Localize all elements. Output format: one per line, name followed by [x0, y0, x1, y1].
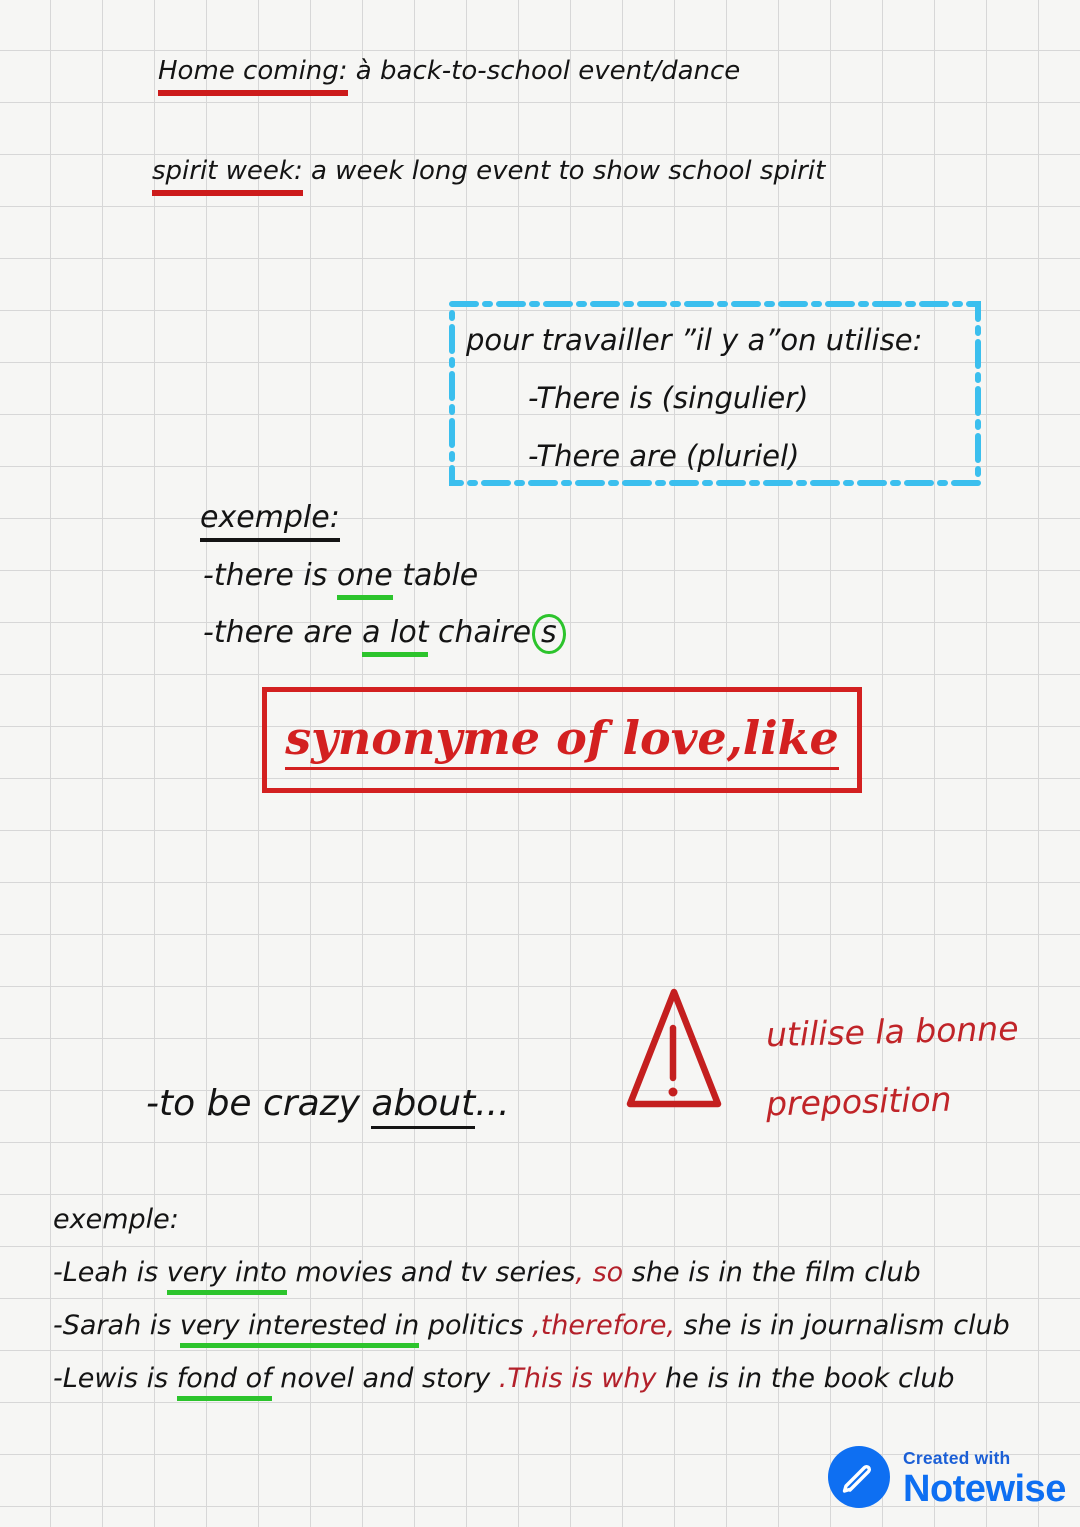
- definition-term: Home coming:: [158, 56, 348, 96]
- connector-phrase: .This is why: [498, 1363, 657, 1394]
- synonym-box-title: synonyme of love,like: [285, 711, 839, 770]
- connector-phrase: ,therefore,: [532, 1310, 676, 1341]
- highlighted-phrase: very into: [167, 1257, 287, 1295]
- circled-letter: s: [532, 614, 566, 654]
- exemple-item: -there are a lot chaire s: [203, 614, 566, 654]
- exemple-heading: exemple:: [200, 500, 340, 535]
- exemple-item: -Leah is very into movies and tv series, so she is in the film club: [53, 1257, 921, 1288]
- warning-note-line: preposition: [765, 1079, 953, 1124]
- ilya-box-line: pour travailler ”il y a”on utilise:: [466, 323, 923, 357]
- created-with-label: Created with: [903, 1448, 1011, 1469]
- notewise-watermark[interactable]: [828, 1446, 1066, 1512]
- definition-line: [158, 56, 740, 86]
- warning-note-line: utilise la bonne: [765, 1008, 1019, 1055]
- highlighted-word: one: [337, 558, 393, 600]
- underlined-word: about: [371, 1083, 475, 1129]
- definition-text: à back-to-school event/dance: [347, 56, 741, 86]
- brand-name: Notewise: [903, 1467, 1066, 1510]
- definition-line: [152, 156, 825, 186]
- connector-phrase: , so: [575, 1257, 624, 1288]
- ilya-box-line: -There are (pluriel): [528, 439, 800, 473]
- highlighted-word: a lot: [362, 615, 428, 657]
- exemple-item: -there is one table: [203, 558, 478, 593]
- highlighted-phrase: fond of: [177, 1363, 272, 1401]
- exemple-heading: exemple:: [53, 1204, 179, 1235]
- highlighted-phrase: very interested in: [180, 1310, 419, 1348]
- ilya-box-line: -There is (singulier): [528, 381, 809, 415]
- pencil-icon: [828, 1446, 890, 1512]
- definition-term: spirit week:: [152, 156, 303, 196]
- watermark-text: [903, 1450, 1066, 1508]
- ilya-callout-box: [448, 300, 982, 487]
- exemple-item: -Sarah is very interested in politics ,therefore, she is in journalism club: [53, 1310, 1010, 1341]
- synonym-box: [262, 687, 862, 793]
- ilya-box-text: [448, 300, 982, 485]
- crazy-about-line: -to be crazy about...: [146, 1083, 510, 1124]
- exemple-item: -Lewis is fond of novel and story .This is why he is in the book club: [53, 1363, 955, 1394]
- warning-triangle-icon: [622, 985, 724, 1117]
- definition-text: a week long event to show school spirit: [302, 156, 826, 186]
